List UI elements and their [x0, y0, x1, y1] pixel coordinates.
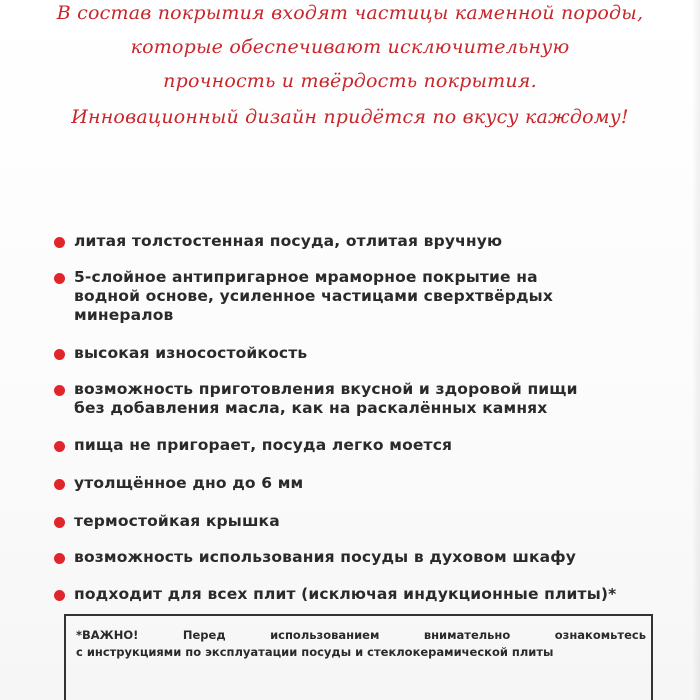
- feature-text: [74, 585, 664, 604]
- feature-text: [74, 268, 664, 325]
- warning-note-line: *ВАЖНО! Перед использованием внимательно ознакомьтесь: [76, 628, 646, 642]
- feature-line: высокая износостойкость: [74, 344, 308, 362]
- feature-line: утолщённое дно до 6 мм: [74, 474, 304, 492]
- feature-line: возможность приготовления вкусной и здоровой пищи: [74, 380, 578, 398]
- feature-line: литая толстостенная посуда, отлитая вручную: [74, 232, 503, 250]
- bullet-icon: [54, 590, 65, 601]
- warning-note-text: [76, 627, 646, 661]
- feature-text: [74, 232, 664, 251]
- warning-note-box: [64, 614, 653, 700]
- feature-text: [74, 380, 664, 418]
- feature-text: [74, 474, 664, 493]
- tagline-line: Инновационный дизайн придётся по вкусу каждому!: [71, 106, 629, 128]
- feature-text: [74, 436, 664, 455]
- feature-text: [74, 512, 664, 531]
- tagline-line: прочность и твёрдость покрытия.: [163, 70, 537, 92]
- warning-note-line: с инструкциями по эксплуатации посуды и стеклокерамической плиты: [76, 645, 554, 659]
- feature-line: пища не пригорает, посуда легко моется: [74, 436, 453, 454]
- feature-text: [74, 344, 664, 363]
- feature-line: термостойкая крышка: [74, 512, 280, 530]
- bullet-icon: [54, 517, 65, 528]
- bullet-icon: [54, 349, 65, 360]
- feature-line: без добавления масла, как на раскалённых камнях: [74, 399, 548, 417]
- tagline-line: В состав покрытия входят частицы каменной породы,: [56, 2, 644, 24]
- feature-line: 5-слойное антипригарное мраморное покрытие на: [74, 268, 538, 286]
- bullet-icon: [54, 273, 65, 284]
- tagline-line: которые обеспечивают исключительную: [130, 36, 570, 58]
- feature-line: водной основе, усиленное частицами сверхтвёрдых: [74, 287, 553, 305]
- bullet-icon: [54, 479, 65, 490]
- bullet-icon: [54, 385, 65, 396]
- bullet-icon: [54, 553, 65, 564]
- feature-line: минералов: [74, 306, 174, 324]
- feature-text: [74, 548, 664, 567]
- bullet-icon: [54, 441, 65, 452]
- feature-line: возможность использования посуды в духовом шкафу: [74, 548, 577, 566]
- bullet-icon: [54, 237, 65, 248]
- feature-line: подходит для всех плит (исключая индукционные плиты)*: [74, 585, 617, 603]
